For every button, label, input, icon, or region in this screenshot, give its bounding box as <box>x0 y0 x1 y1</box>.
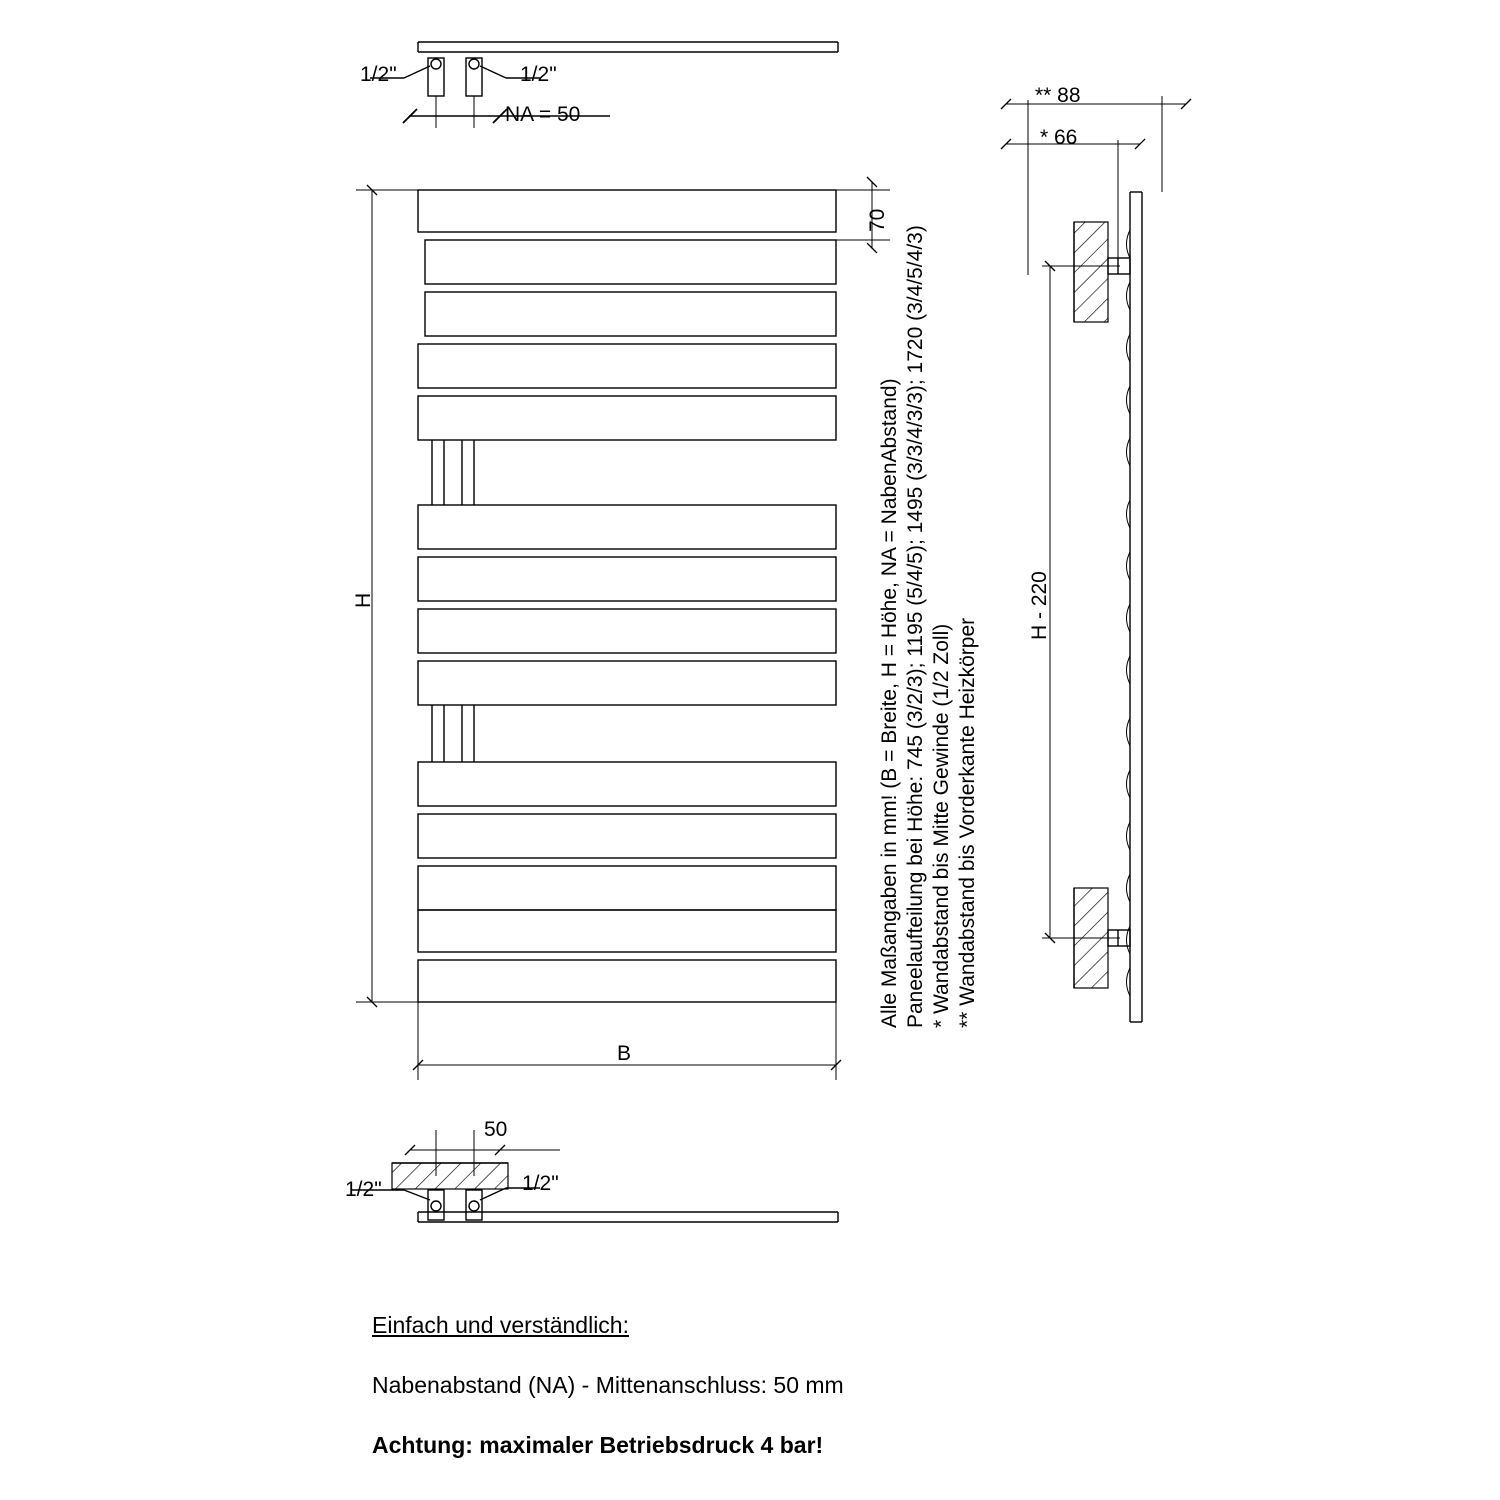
note-line-1: Alle Maßangaben in mm! (B = Breite, H = Höhe, NA = NabenAbstand) <box>878 378 901 1028</box>
front-view-panel-pitch-label: 70 <box>866 208 889 232</box>
side-view-wall-distance-front-label: ** 88 <box>1035 84 1081 107</box>
top-view-group <box>370 42 838 128</box>
side-view-wall-distance-thread-label: * 66 <box>1040 126 1078 149</box>
side-view-group <box>1006 96 1186 1022</box>
bottom-view-group <box>352 1130 838 1222</box>
note-line-2: Paneelaufteilung bei Höhe: 745 (3/2/3); 1195 (5/4/5); 1495 (3/3/4/3/3); 1720 (3/4/5/4/3) <box>904 225 927 1028</box>
bottom-view-na-label: 50 <box>484 1118 508 1141</box>
side-view-bracket-distance-label: H - 220 <box>1028 571 1051 640</box>
top-view-left-thread-label: 1/2" <box>360 63 397 86</box>
footer-heading: Einfach und verständlich: <box>372 1312 629 1338</box>
front-view-group <box>356 182 890 1080</box>
top-view-na-label: NA = 50 <box>505 103 581 126</box>
front-view-height-label: H <box>352 592 375 608</box>
top-view-right-thread-label: 1/2" <box>520 63 557 86</box>
footer-warning: Achtung: maximaler Betriebsdruck 4 bar! <box>372 1432 824 1458</box>
footer-line-1: Nabenabstand (NA) - Mittenanschluss: 50 mm <box>372 1372 844 1398</box>
note-line-3: * Wandabstand bis Mitte Gewinde (1/2 Zoll) <box>930 623 953 1028</box>
bottom-view-left-thread-label: 1/2" <box>345 1178 382 1201</box>
note-line-4: ** Wandabstand bis Vorderkante Heizkörper <box>956 617 979 1028</box>
front-view-width-label: B <box>617 1042 632 1065</box>
bottom-view-right-thread-label: 1/2" <box>522 1172 559 1195</box>
